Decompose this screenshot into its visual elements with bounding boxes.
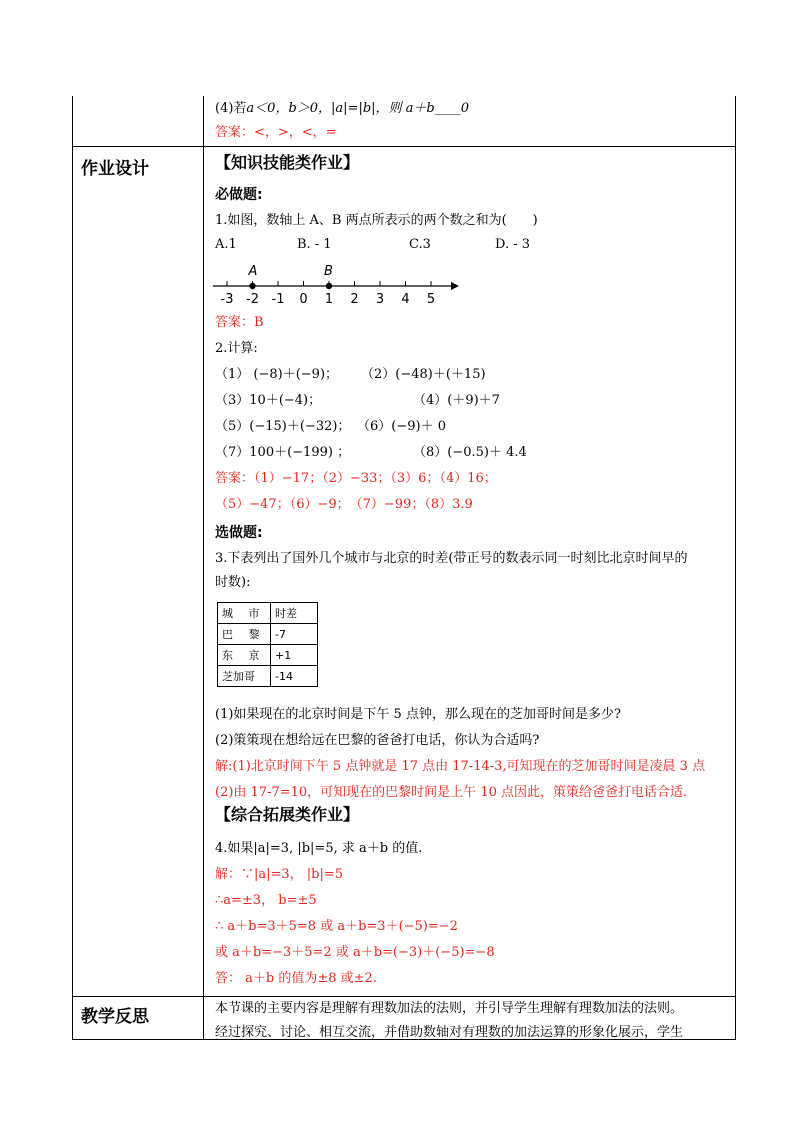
table-cell-diff: -7 xyxy=(271,624,318,645)
q3-sub1: (1)如果现在的北京时间是下午 5 点钟，那么现在的芝加哥时间是多少? xyxy=(215,707,621,722)
q3-line1: 3.下表列出了国外几个城市与北京的时差(带正号的数表示同一时刻比北京时间早的 xyxy=(215,551,688,566)
point-a-dot xyxy=(249,283,255,289)
number-line-tick-label: 4 xyxy=(401,292,410,306)
q2-item-8: （8）(−0.5)＋ 4.4 xyxy=(413,445,527,460)
number-line-tick-label: 1 xyxy=(324,292,334,306)
solution-line1: 解：∵|a|=3， |b|=5 xyxy=(215,867,344,882)
q1-text: 1.如图，数轴上 A、B 两点所表示的两个数之和为( ) xyxy=(215,213,538,228)
q2-item-6: （6）(−9)＋ 0 xyxy=(357,419,446,434)
q2-item-3: （3）10＋(−4)； xyxy=(215,393,322,408)
q4-condition: (4)若a＜0，b＞0，|a|=|b|，则 a＋b____0 xyxy=(215,101,469,116)
q1-option-a: A.1 xyxy=(215,237,237,252)
point-b-dot xyxy=(326,283,332,289)
time-difference-table xyxy=(217,602,318,687)
q2-answer-line2: （5）−47；（6）−9； （7）−99；（8）3.9 xyxy=(215,497,473,512)
q2-item-2: （2）(−48)＋(＋15) xyxy=(361,367,486,382)
q3-answer2: (2)由 17-7=10，可知现在的巴黎时间是上午 10 点因此，策策给爸爸打电话合适. xyxy=(215,785,688,800)
table-cell-diff: +1 xyxy=(271,645,318,666)
table-header-city: 城 市 xyxy=(218,603,271,624)
table-cell-city: 巴 黎 xyxy=(218,624,271,645)
required-label: 必做题: xyxy=(215,187,263,203)
number-line-arrow xyxy=(451,282,459,290)
q4-text: 4.如果|a|=3, |b|=5, 求 a＋b 的值. xyxy=(215,841,423,856)
solution-line2: ∴a=±3， b=±5 xyxy=(215,893,317,908)
q1-option-c: C.3 xyxy=(409,237,431,252)
row-label-assignment: 作业设计 xyxy=(81,159,149,179)
number-line-tick-label: -1 xyxy=(271,292,285,306)
q2-answer-line1: 答案：（1）−17；（2）−33；（3）6；（4）16； xyxy=(215,471,497,486)
reflection-line1: 本节课的主要内容是理解有理数加法的法则，并引导学生理解有理数加法的法则。 xyxy=(215,1001,684,1016)
number-line-figure xyxy=(213,262,463,306)
point-b-label: B xyxy=(324,264,333,279)
reflection-line2: 经过探究、讨论、相互交流，并借助数轴对有理数的加法运算的形象化展示，学生 xyxy=(215,1025,684,1040)
solution-line5: 答： a＋b 的值为±8 或±2. xyxy=(215,971,377,986)
number-line-tick-label: 2 xyxy=(350,292,359,306)
number-line-tick-label: 0 xyxy=(299,292,308,306)
table-cell-city: 芝加哥 xyxy=(218,666,271,687)
q3-sub2: (2)策策现在想给远在巴黎的爸爸打电话，你认为合适吗? xyxy=(215,733,540,748)
optional-label: 选做题: xyxy=(215,525,263,541)
solution-line3: ∴ a＋b=3＋5=8 或 a＋b=3＋(−5)=−2 xyxy=(215,919,458,934)
number-line-tick-label: -3 xyxy=(220,292,234,306)
q3-answer1: 解:(1)北京时间下午 5 点钟就是 17 点由 17-14-3,可知现在的芝加哥时间是凌晨 3 点 xyxy=(215,759,706,774)
q2-item-1: （1） (−8)＋(−9)； xyxy=(215,367,339,382)
q4-answer: 答案：<，>，<，= xyxy=(215,125,337,140)
row-divider-top xyxy=(73,146,735,147)
table-row xyxy=(218,666,318,687)
table-row xyxy=(218,645,318,666)
lesson-plan-table xyxy=(72,96,736,1040)
table-cell-city: 东 京 xyxy=(218,645,271,666)
q3-line2: 时数): xyxy=(215,575,251,590)
q1-option-d: D. - 3 xyxy=(495,237,531,252)
section-extension-title: 【综合拓展类作业】 xyxy=(215,805,360,824)
table-row xyxy=(218,624,318,645)
section-knowledge-title: 【知识技能类作业】 xyxy=(215,153,360,172)
number-line-tick-label: 3 xyxy=(375,292,385,306)
q1-answer: 答案：B xyxy=(215,315,264,330)
column-divider xyxy=(203,96,204,1039)
table-header-diff: 时差 xyxy=(271,603,318,624)
q2-text: 2.计算: xyxy=(215,341,258,356)
solution-line4: 或 a＋b=−3＋5=2 或 a＋b=(−3)＋(−5)=−8 xyxy=(215,945,495,960)
number-line-tick-label: -2 xyxy=(246,292,259,306)
q2-item-4: （4）(＋9)＋7 xyxy=(413,393,500,408)
table-cell-diff: -14 xyxy=(271,666,318,687)
point-a-label: A xyxy=(248,264,258,279)
number-line-tick-label: 5 xyxy=(426,292,436,306)
row-label-reflection: 教学反思 xyxy=(81,1007,149,1027)
q1-option-b: B. - 1 xyxy=(297,237,332,252)
table-header-row xyxy=(218,603,318,624)
q2-item-7: （7）100＋(−199) ； xyxy=(215,445,351,460)
row-divider-bottom xyxy=(73,996,735,997)
q2-item-5: （5）(−15)＋(−32)； xyxy=(215,419,351,434)
